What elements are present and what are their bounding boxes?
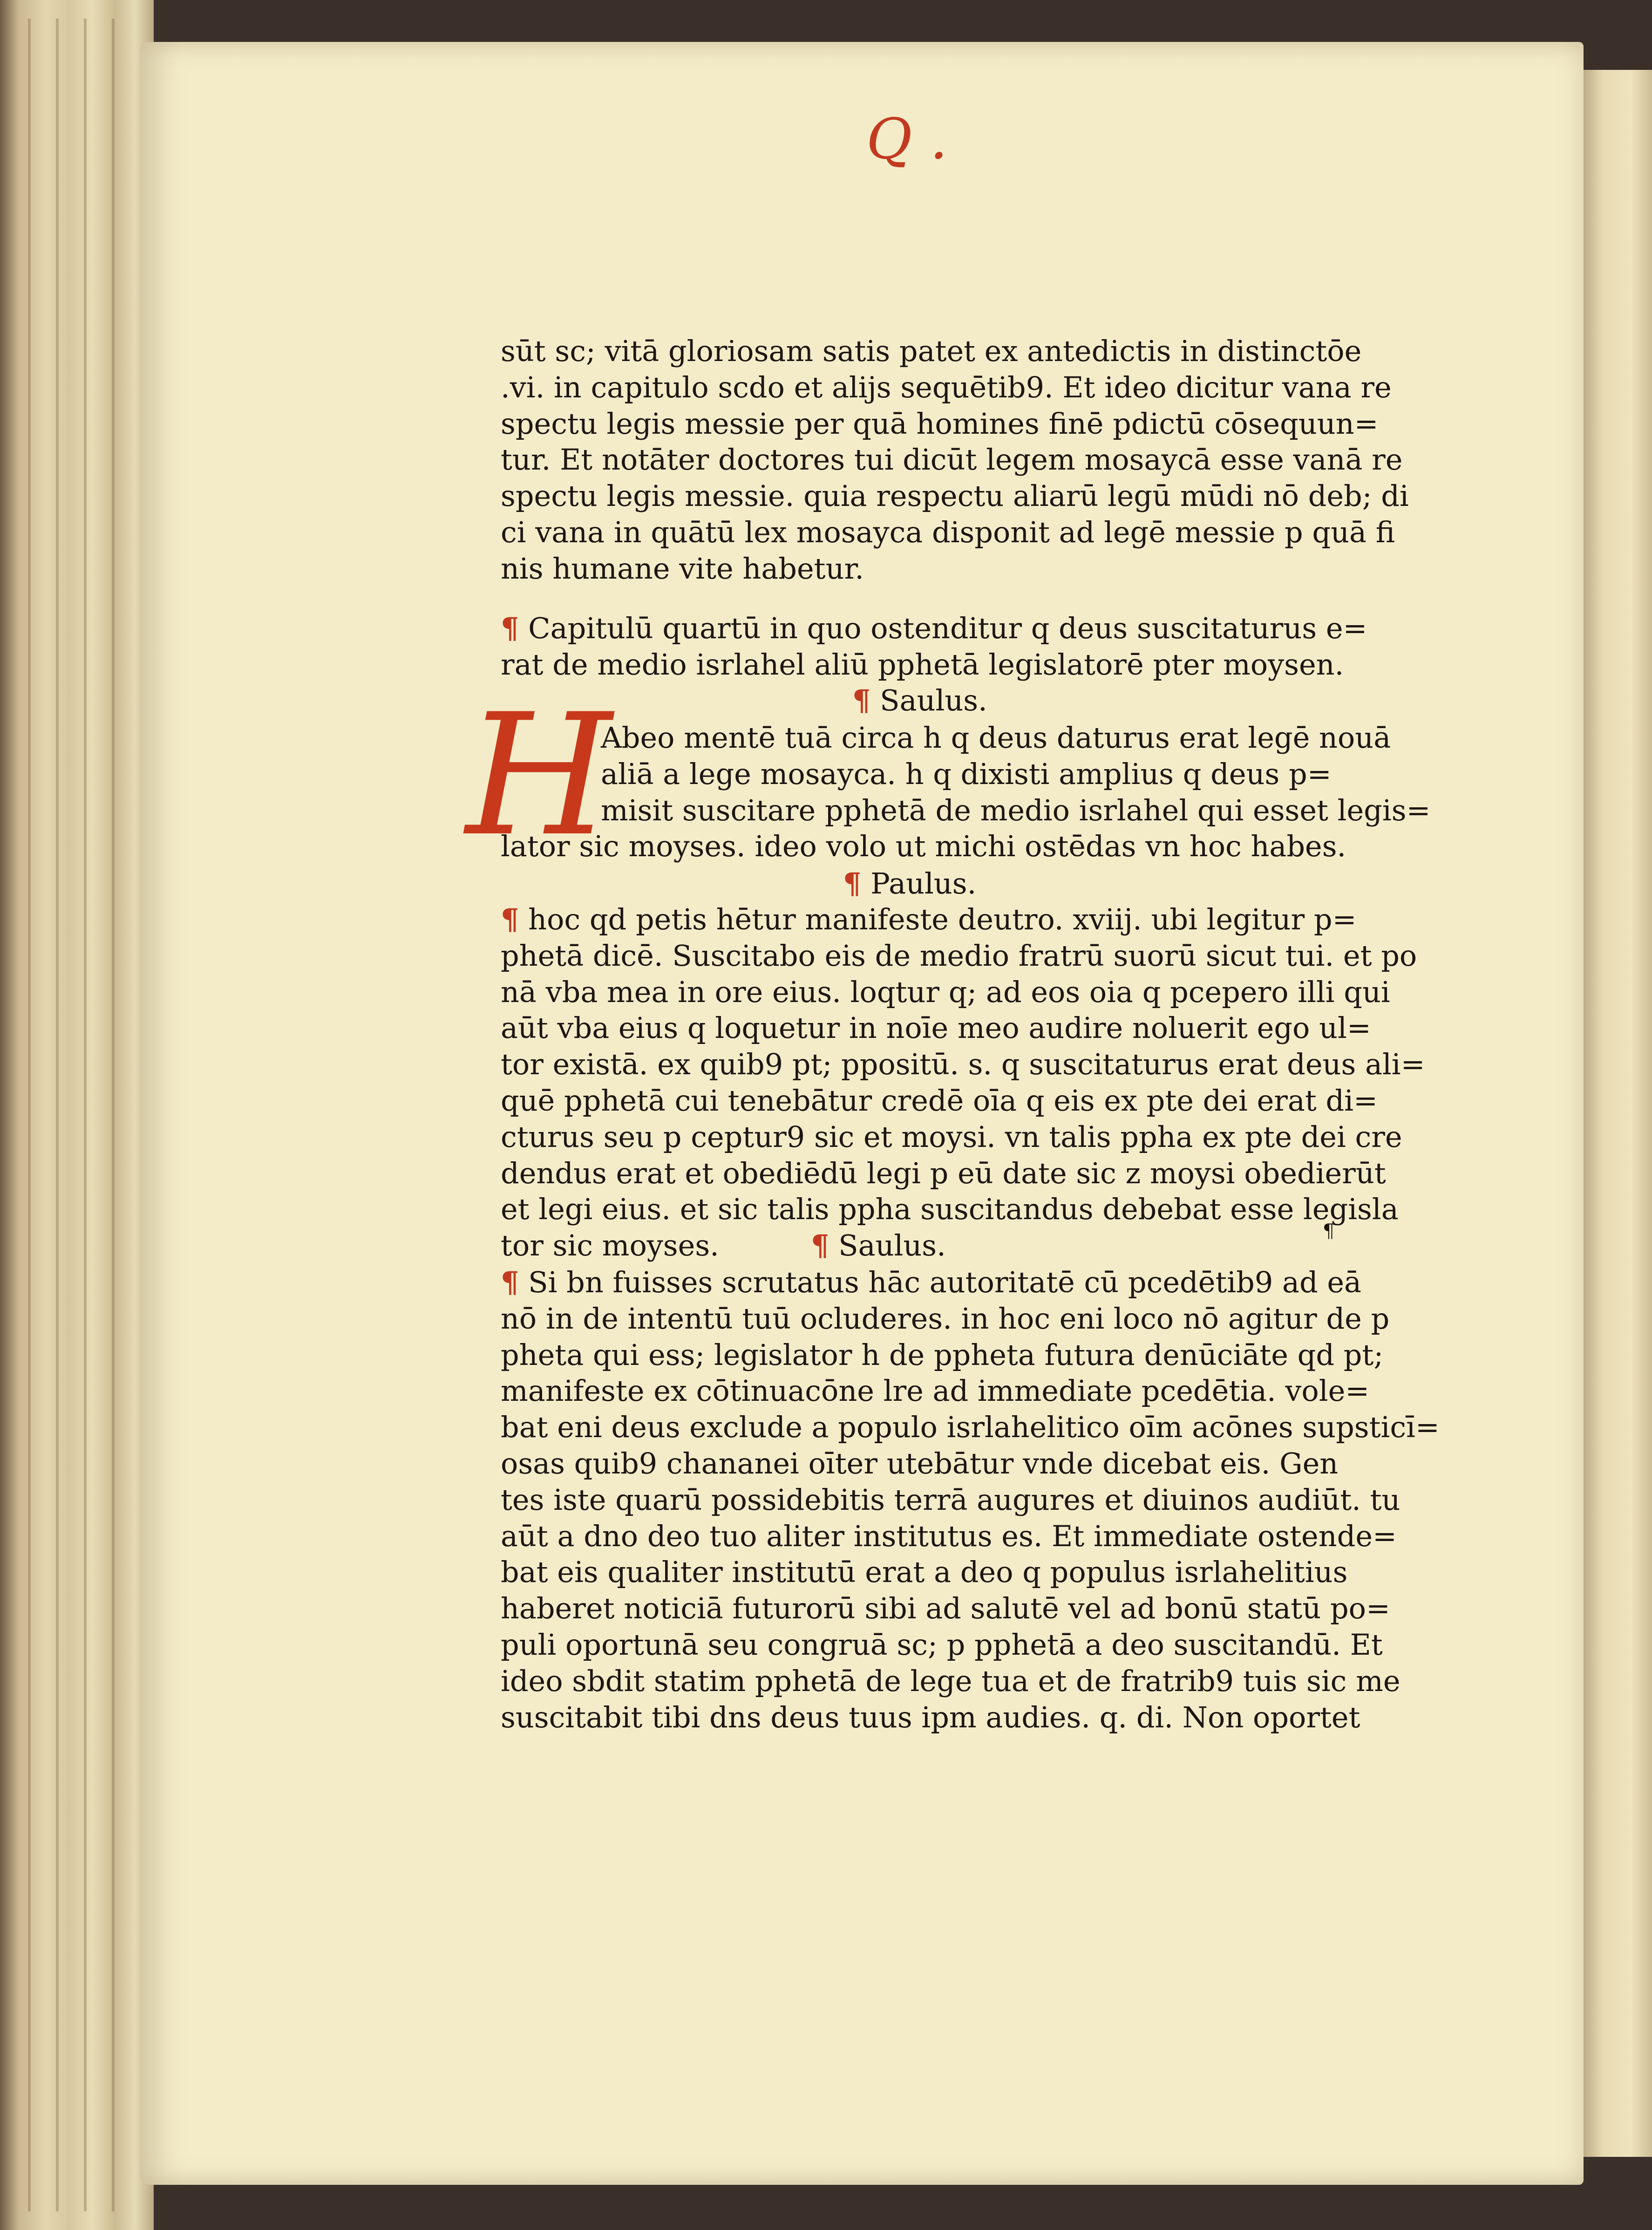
text-line: spectu legis messie. quia respectu aliarū legū mūdi nō deb; di	[501, 479, 1409, 513]
text-line: tur. Et notāter doctores tui dicūt legem mosaycā esse vanā re	[501, 443, 1403, 477]
text-line: tes iste quarū possidebitis terrā augures et diuinos audiūt. tu	[501, 1482, 1400, 1517]
text-line: suscitabit tibi dns deus tuus ipm audies. q. di. Non oportet	[501, 1700, 1360, 1734]
speaker-label-1	[852, 682, 1132, 719]
text-line: tor sic moyses.	[501, 1228, 719, 1263]
text-line: .vi. in capitulo scdo et alijs sequētib9. Et ideo dicitur vana re	[501, 370, 1392, 404]
text-line: Si bn fuisses scrutatus hāc autoritatē cū pcedētib9 ad eā	[528, 1265, 1361, 1299]
paragraph-mark-icon: ¶	[843, 866, 862, 900]
text-line: pheta qui ess; legislator h de ppheta futura denūciāte qd pt;	[501, 1337, 1384, 1372]
folio-mark: Q .	[866, 107, 948, 172]
text-line: nā vba mea in ore eius. loqtur q; ad eos oia q pcepero illi qui	[501, 975, 1390, 1009]
paragraph-2-tail	[501, 828, 1346, 865]
paragraph-3	[501, 901, 1425, 1264]
paragraph-mark-icon: ¶	[810, 1228, 829, 1263]
text-line: nō in de intentū tuū ocluderes. in hoc eni loco nō agitur de p	[501, 1301, 1390, 1336]
speaker-label-2	[843, 866, 1122, 902]
text-line: ci vana in quātū lex mosayca disponit ad legē messie p quā fi	[501, 515, 1395, 549]
right-page-edge	[1582, 70, 1652, 2157]
paragraph-mark-icon: ¶	[852, 683, 871, 717]
text-line: haberet noticiā futurorū sibi ad salutē vel ad bonū statū po=	[501, 1591, 1390, 1626]
text-line: tor existā. ex quib9 pt; ppositū. s. q suscitaturus erat deus ali=	[501, 1047, 1425, 1082]
paragraph-mark-icon: ¶	[501, 611, 519, 645]
text-line: bat eis qualiter institutū erat a deo q populus isrlahelitius	[501, 1555, 1348, 1589]
paragraph-4	[501, 1264, 1440, 1735]
text-line: aūt vba eius q loquetur in noīe meo audire noluerit ego ul=	[501, 1011, 1371, 1045]
text-line: aliā a lege mosayca. h q dixisti amplius q deus p=	[601, 757, 1332, 791]
text-line: Abeo mentē tuā circa h q deus daturus erat legē nouā	[601, 721, 1391, 755]
paragraph-mark-icon: ¶	[501, 1265, 519, 1299]
paragraph-2	[601, 720, 1431, 828]
text-line: sūt sc; vitā gloriosam satis patet ex antedictis in distinctōe	[501, 334, 1362, 368]
text-line: ideo sbdit statim pphetā de lege tua et de fratrib9 tuis sic me	[501, 1664, 1400, 1698]
text-line: spectu legis messie per quā homines finē pdictū cōsequun=	[501, 406, 1379, 441]
speaker-name: Paulus.	[870, 866, 977, 900]
text-line: phetā dicē. Suscitabo eis de medio fratrū suorū sicut tui. et po	[501, 938, 1417, 973]
text-line: manifeste ex cōtinuacōne lre ad immediate pcedētia. vole=	[501, 1374, 1370, 1408]
text-line: misit suscitare pphetā de medio isrlahel qui esset legis=	[601, 793, 1431, 827]
text-line: aūt a dno deo tuo aliter institutus es. Et immediate ostende=	[501, 1519, 1397, 1553]
speaker-name: Saulus.	[838, 1228, 946, 1263]
text-line: puli oportunā seu congruā sc; p pphetā a deo suscitandū. Et	[501, 1627, 1383, 1662]
heading-line: Capitulū quartū in quo ostenditur q deus suscitaturus e=	[528, 611, 1367, 645]
text-line: quē pphetā cui tenebātur credē oīa q eis ex pte dei erat di=	[501, 1083, 1378, 1118]
rubricated-initial: H	[466, 678, 612, 873]
text-line: cturus seu p ceptur9 sic et moysi. vn talis ppha ex pte dei cre	[501, 1119, 1402, 1154]
left-page-edge	[0, 0, 154, 2230]
heading-line: rat de medio isrlahel aliū pphetā legislatorē pter moysen.	[501, 647, 1344, 682]
text-line: osas quib9 chananei oīter utebātur vnde dicebat eis. Gen	[501, 1446, 1339, 1480]
text-line: bat eni deus exclude a populo isrlahelitico oīm acōnes supsticī=	[501, 1410, 1440, 1445]
text-line: lator sic moyses. ideo volo ut michi ostēdas vn hoc habes.	[501, 829, 1346, 863]
text-line: hoc qd petis hētur manifeste deutro. xviij. ubi legitur p=	[528, 902, 1357, 936]
text-line: nis humane vite habetur.	[501, 551, 864, 586]
chapter-heading	[501, 610, 1367, 683]
margin-mark: ¶	[1323, 1221, 1335, 1242]
text-line: et legi eius. et sic talis ppha suscitandus debebat esse legisla	[501, 1192, 1399, 1227]
text-line: dendus erat et obediēdū legi p eū date sic z moysi obedierūt	[501, 1156, 1386, 1190]
paragraph-1	[501, 333, 1409, 587]
speaker-name: Saulus.	[880, 683, 987, 717]
paragraph-mark-icon: ¶	[501, 902, 519, 936]
